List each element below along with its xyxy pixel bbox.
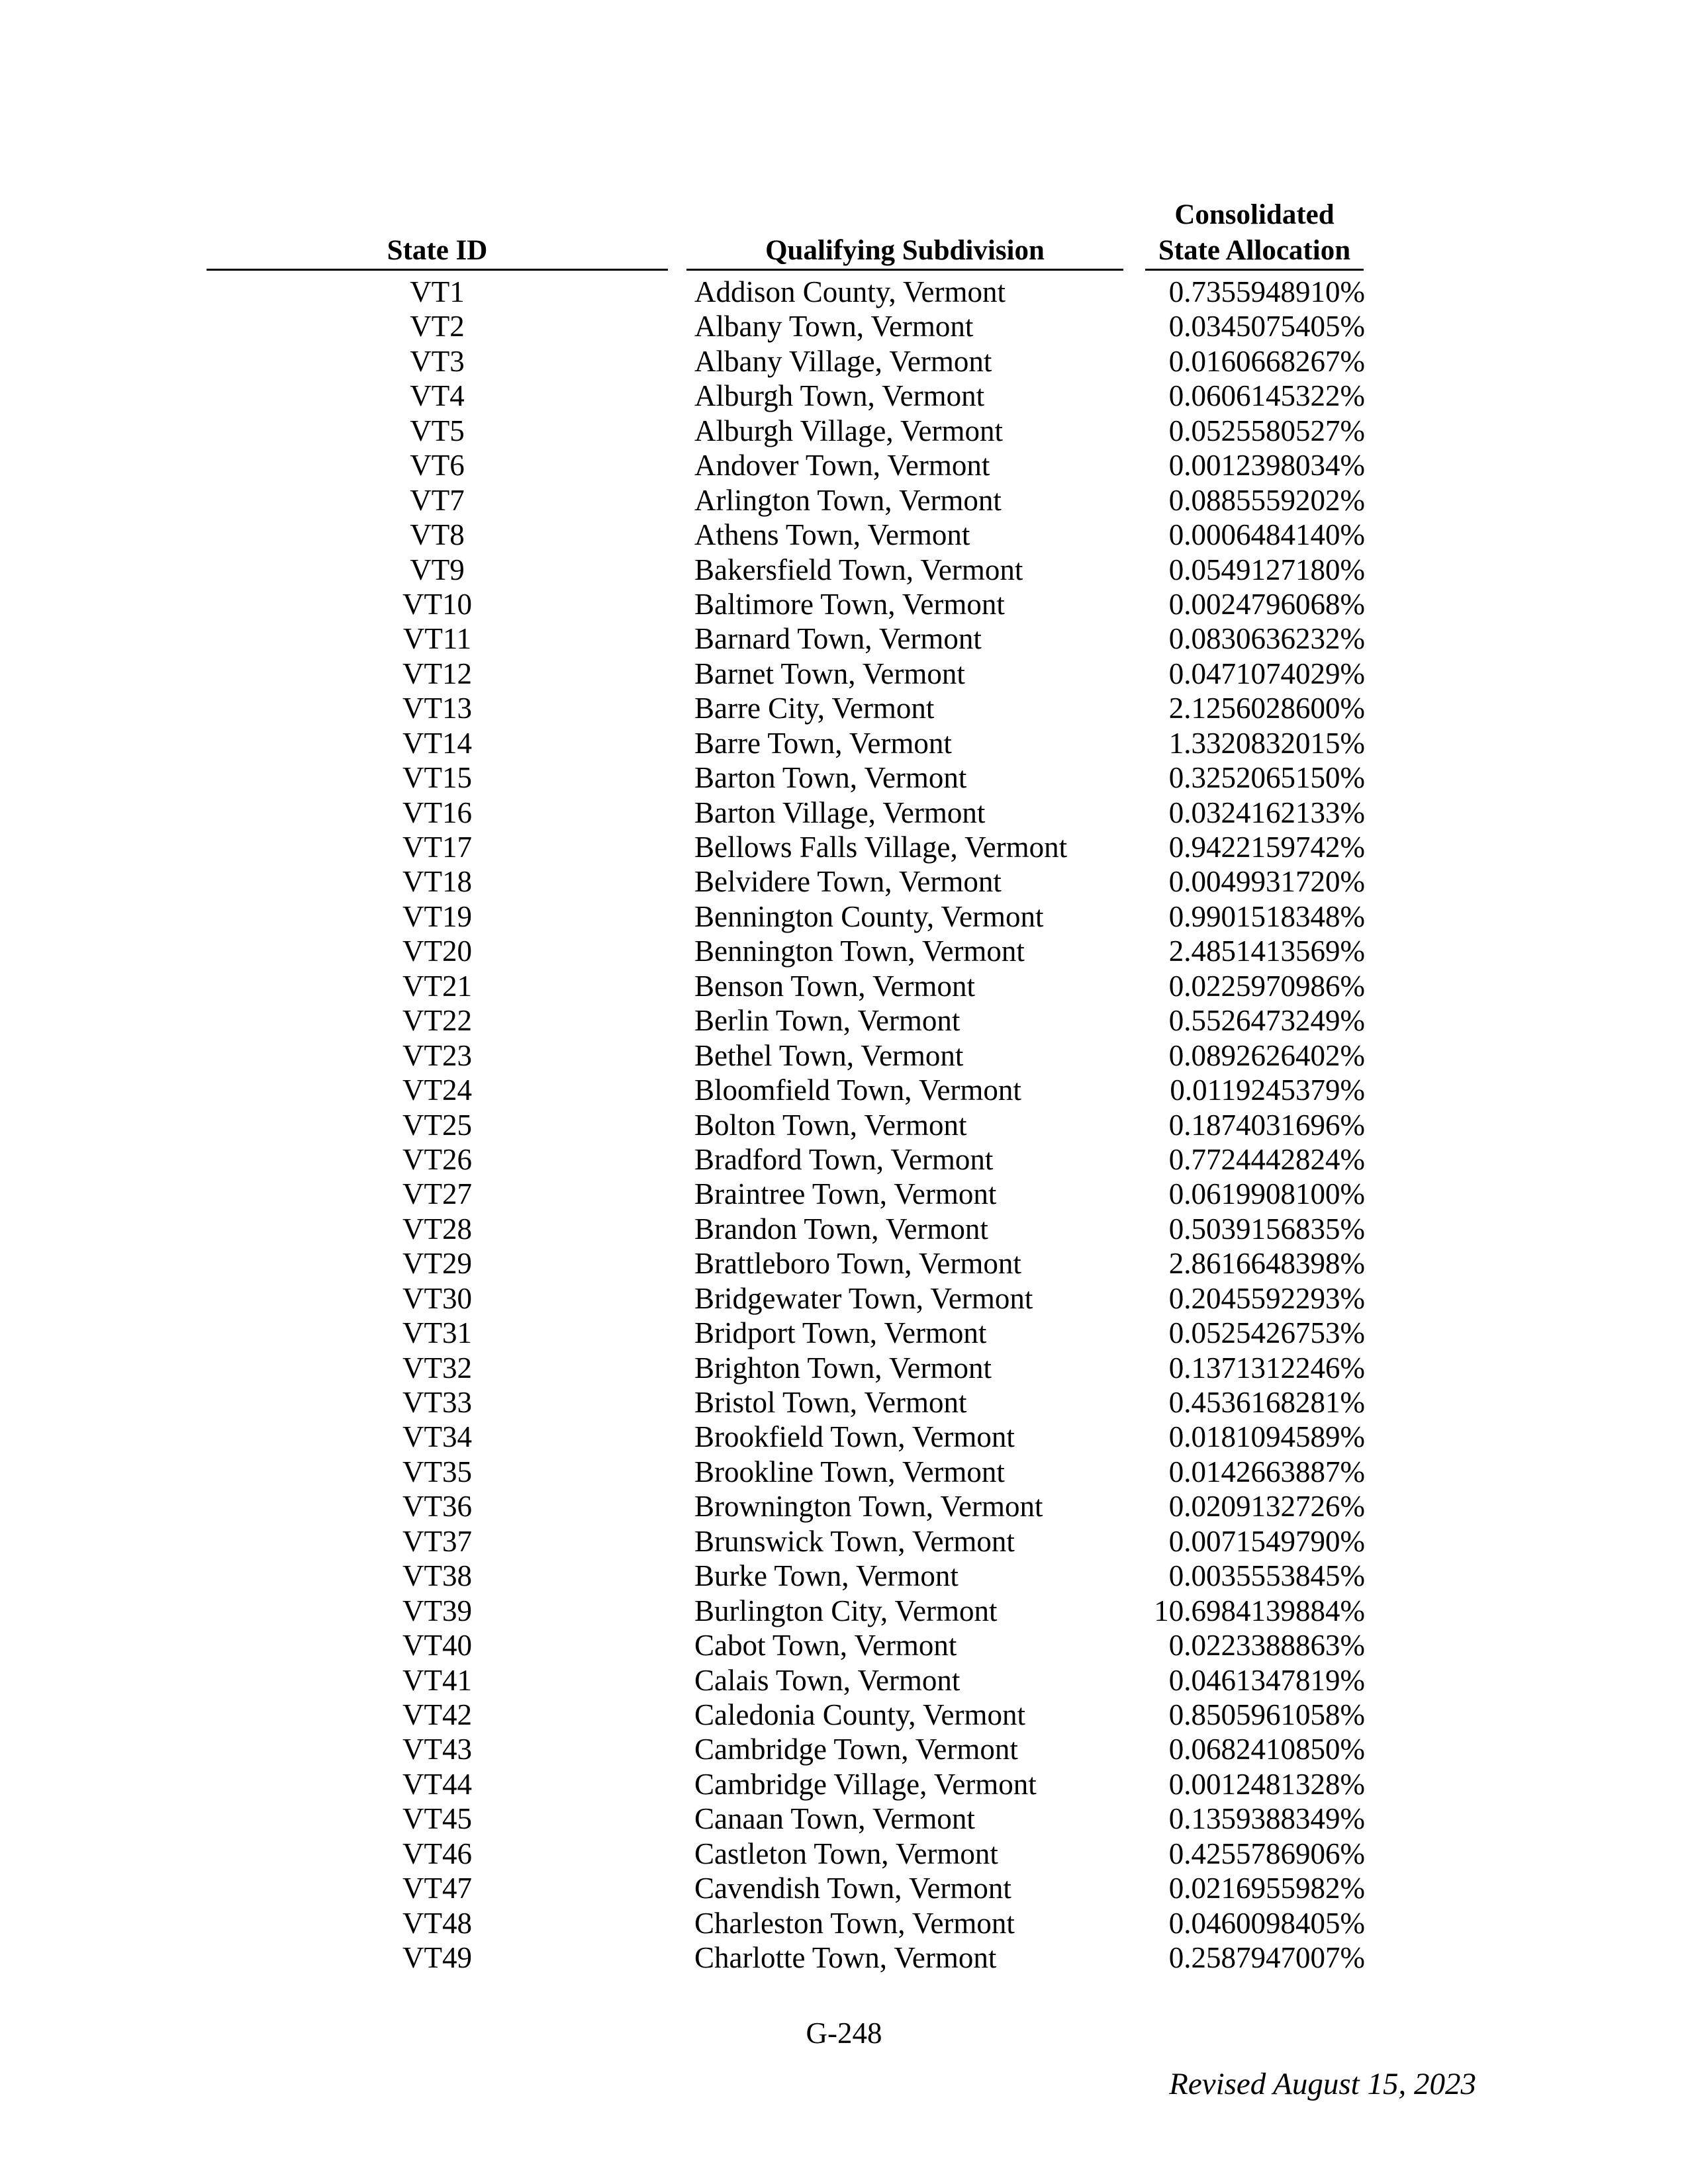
subdivision-cell: Canaan Town, Vermont <box>694 1802 975 1836</box>
allocation-cell: 0.4536168281% <box>1168 1386 1365 1419</box>
state-id-cell: VT45 <box>402 1802 472 1836</box>
allocation-cell: 0.3252065150% <box>1168 761 1365 795</box>
subdivision-cell: Barton Town, Vermont <box>694 761 967 795</box>
table-row <box>0 726 1688 760</box>
allocation-cell: 0.0012398034% <box>1168 449 1365 482</box>
table-row <box>0 864 1688 899</box>
subdivision-cell: Barre City, Vermont <box>694 692 935 725</box>
allocation-cell: 10.6984139884% <box>1154 1594 1365 1627</box>
table-row <box>0 1940 1688 1975</box>
table-row <box>0 830 1688 864</box>
allocation-cell: 0.0160668267% <box>1168 344 1365 378</box>
subdivision-cell: Barton Village, Vermont <box>694 796 986 829</box>
table-row <box>0 1177 1688 1211</box>
table-row <box>0 1837 1688 1871</box>
state-allocation-header <box>1145 197 1364 269</box>
table-row <box>0 275 1688 309</box>
state-id-cell: VT41 <box>402 1663 472 1697</box>
subdivision-cell: Brunswick Town, Vermont <box>694 1524 1015 1558</box>
state-id-cell: VT14 <box>402 726 472 760</box>
state-id-cell: VT31 <box>402 1316 472 1350</box>
allocation-cell: 0.0682410850% <box>1168 1733 1365 1766</box>
revised-date: Revised August 15, 2023 <box>1169 2067 1476 2101</box>
allocation-cell: 2.1256028600% <box>1168 692 1365 725</box>
allocation-table-body <box>0 275 1688 1975</box>
table-row <box>0 448 1688 482</box>
state-id-cell: VT8 <box>410 518 465 552</box>
subdivision-cell: Braintree Town, Vermont <box>694 1177 997 1211</box>
subdivision-cell: Bennington Town, Vermont <box>694 934 1025 968</box>
allocation-cell: 0.0549127180% <box>1168 553 1365 586</box>
subdivision-cell: Athens Town, Vermont <box>694 518 970 552</box>
state-id-cell: VT10 <box>402 587 472 621</box>
table-row <box>0 1420 1688 1454</box>
subdivision-cell: Bristol Town, Vermont <box>694 1386 967 1419</box>
subdivision-cell: Belvidere Town, Vermont <box>694 865 1002 899</box>
state-id-cell: VT2 <box>410 310 465 343</box>
subdivision-cell: Bolton Town, Vermont <box>694 1108 967 1142</box>
allocation-cell: 0.4255786906% <box>1168 1837 1365 1870</box>
table-row <box>0 657 1688 691</box>
qualifying-subdivision-header: Qualifying Subdivision <box>765 235 1045 266</box>
table-row <box>0 1073 1688 1107</box>
state-id-cell: VT5 <box>410 414 465 447</box>
table-row <box>0 1524 1688 1559</box>
allocation-cell: 0.1371312246% <box>1168 1351 1365 1385</box>
allocation-cell: 0.7724442824% <box>1168 1142 1365 1176</box>
state-id-cell: VT35 <box>402 1455 472 1488</box>
allocation-cell: 0.0012481328% <box>1168 1767 1365 1801</box>
allocation-cell: 0.0830636232% <box>1168 622 1365 656</box>
table-row <box>0 344 1688 379</box>
allocation-cell: 0.0525426753% <box>1168 1316 1365 1350</box>
state-id-cell: VT23 <box>402 1038 472 1072</box>
subdivision-cell: Brandon Town, Vermont <box>694 1212 988 1246</box>
subdivision-cell: Cambridge Town, Vermont <box>694 1733 1018 1766</box>
subdivision-cell: Cambridge Village, Vermont <box>694 1767 1037 1801</box>
subdivision-cell: Albany Town, Vermont <box>694 310 974 343</box>
subdivision-cell: Addison County, Vermont <box>694 275 1006 308</box>
subdivision-cell: Charleston Town, Vermont <box>694 1906 1015 1940</box>
state-id-cell: VT32 <box>402 1351 472 1385</box>
allocation-cell: 0.0885559202% <box>1168 483 1365 517</box>
state-id-cell: VT24 <box>402 1073 472 1107</box>
subdivision-cell: Barre Town, Vermont <box>694 726 952 760</box>
table-row <box>0 414 1688 448</box>
table-row <box>0 1871 1688 1905</box>
subdivision-header-rule <box>686 269 1123 271</box>
state-id-cell: VT42 <box>402 1698 472 1731</box>
state-id-cell: VT27 <box>402 1177 472 1211</box>
subdivision-cell: Brattleboro Town, Vermont <box>694 1247 1021 1281</box>
state-id-cell: VT19 <box>402 899 472 933</box>
state-id-cell: VT15 <box>402 761 472 795</box>
table-row <box>0 760 1688 795</box>
table-row <box>0 934 1688 968</box>
subdivision-cell: Charlotte Town, Vermont <box>694 1941 997 1974</box>
state-id-cell: VT36 <box>402 1490 472 1524</box>
state-id-cell: VT38 <box>402 1559 472 1593</box>
subdivision-cell: Brownington Town, Vermont <box>694 1490 1043 1524</box>
allocation-cell: 1.3320832015% <box>1168 726 1365 760</box>
state-id-cell: VT9 <box>410 553 465 586</box>
state-id-cell: VT20 <box>402 934 472 968</box>
table-row <box>0 1385 1688 1420</box>
state-id-cell: VT28 <box>402 1212 472 1246</box>
state-id-cell: VT18 <box>402 865 472 899</box>
table-row <box>0 1142 1688 1177</box>
state-allocation-header-line1: Consolidated <box>1174 199 1335 230</box>
allocation-cell: 0.0892626402% <box>1168 1038 1365 1072</box>
allocation-cell: 0.0525580527% <box>1168 414 1365 447</box>
table-row <box>0 587 1688 621</box>
state-id-header: State ID <box>387 235 488 266</box>
subdivision-cell: Calais Town, Vermont <box>694 1663 961 1697</box>
allocation-cell: 0.0461347819% <box>1168 1663 1365 1697</box>
state-id-cell: VT12 <box>402 657 472 690</box>
state-id-cell: VT33 <box>402 1386 472 1419</box>
allocation-cell: 0.0071549790% <box>1168 1524 1365 1558</box>
state-id-cell: VT26 <box>402 1142 472 1176</box>
allocation-cell: 0.0181094589% <box>1168 1420 1365 1454</box>
state-id-cell: VT17 <box>402 831 472 864</box>
table-row <box>0 1906 1688 1940</box>
state-id-cell: VT11 <box>402 622 472 656</box>
table-row <box>0 1246 1688 1281</box>
subdivision-cell: Cabot Town, Vermont <box>694 1629 957 1662</box>
state-id-cell: VT48 <box>402 1906 472 1940</box>
subdivision-cell: Brighton Town, Vermont <box>694 1351 992 1385</box>
subdivision-cell: Castleton Town, Vermont <box>694 1837 998 1870</box>
page-number: G-248 <box>806 2017 882 2050</box>
table-row <box>0 379 1688 413</box>
allocation-cell: 0.5526473249% <box>1168 1004 1365 1038</box>
subdivision-cell: Arlington Town, Vermont <box>694 483 1002 517</box>
allocation-cell: 0.2045592293% <box>1168 1281 1365 1315</box>
subdivision-cell: Bakersfield Town, Vermont <box>694 553 1023 586</box>
subdivision-cell: Burke Town, Vermont <box>694 1559 959 1593</box>
allocation-cell: 0.9422159742% <box>1168 831 1365 864</box>
subdivision-cell: Alburgh Town, Vermont <box>694 379 985 413</box>
subdivision-cell: Bradford Town, Vermont <box>694 1142 994 1176</box>
table-row <box>0 1455 1688 1489</box>
allocation-cell: 0.0216955982% <box>1168 1872 1365 1905</box>
subdivision-cell: Brookline Town, Vermont <box>694 1455 1005 1488</box>
table-row <box>0 1628 1688 1662</box>
table-row <box>0 309 1688 343</box>
subdivision-cell: Alburgh Village, Vermont <box>694 414 1004 447</box>
allocation-cell: 0.0049931720% <box>1168 865 1365 899</box>
state-id-cell: VT13 <box>402 692 472 725</box>
state-id-cell: VT49 <box>402 1941 472 1974</box>
table-row <box>0 1351 1688 1385</box>
state-id-cell: VT43 <box>402 1733 472 1766</box>
allocation-cell: 0.0471074029% <box>1168 657 1365 690</box>
subdivision-cell: Barnet Town, Vermont <box>694 657 965 690</box>
allocation-cell: 2.8616648398% <box>1168 1247 1365 1281</box>
allocation-cell: 0.0024796068% <box>1168 587 1365 621</box>
allocation-cell: 0.8505961058% <box>1168 1698 1365 1731</box>
allocation-cell: 0.0223388863% <box>1168 1629 1365 1662</box>
table-row <box>0 691 1688 725</box>
table-row <box>0 1003 1688 1038</box>
state-id-header-rule <box>207 269 668 271</box>
table-row <box>0 1038 1688 1073</box>
allocation-cell: 0.0006484140% <box>1168 518 1365 552</box>
allocation-cell: 0.0225970986% <box>1168 969 1365 1003</box>
allocation-cell: 0.2587947007% <box>1168 1941 1365 1974</box>
subdivision-cell: Bridgewater Town, Vermont <box>694 1281 1033 1315</box>
state-id-cell: VT39 <box>402 1594 472 1627</box>
table-row <box>0 969 1688 1003</box>
state-id-cell: VT25 <box>402 1108 472 1142</box>
subdivision-cell: Andover Town, Vermont <box>694 449 990 482</box>
subdivision-cell: Caledonia County, Vermont <box>694 1698 1025 1731</box>
table-row <box>0 1281 1688 1316</box>
table-row <box>0 1801 1688 1836</box>
subdivision-cell: Bridport Town, Vermont <box>694 1316 987 1350</box>
subdivision-cell: Baltimore Town, Vermont <box>694 587 1005 621</box>
allocation-cell: 0.7355948910% <box>1168 275 1365 308</box>
allocation-cell: 0.0119245379% <box>1170 1073 1365 1107</box>
state-id-cell: VT21 <box>402 969 472 1003</box>
allocation-cell: 0.0619908100% <box>1168 1177 1365 1211</box>
state-id-cell: VT37 <box>402 1524 472 1558</box>
allocation-cell: 0.1359388349% <box>1168 1802 1365 1836</box>
subdivision-cell: Brookfield Town, Vermont <box>694 1420 1015 1454</box>
table-row <box>0 1767 1688 1801</box>
state-id-cell: VT40 <box>402 1629 472 1662</box>
table-row <box>0 1212 1688 1246</box>
allocation-cell: 0.5039156835% <box>1168 1212 1365 1246</box>
allocation-cell: 0.0142663887% <box>1168 1455 1365 1488</box>
state-id-cell: VT22 <box>402 1004 472 1038</box>
state-id-cell: VT30 <box>402 1281 472 1315</box>
state-id-cell: VT29 <box>402 1247 472 1281</box>
state-id-cell: VT34 <box>402 1420 472 1454</box>
table-row <box>0 483 1688 518</box>
allocation-cell: 0.0345075405% <box>1168 310 1365 343</box>
state-id-cell: VT44 <box>402 1767 472 1801</box>
subdivision-cell: Albany Village, Vermont <box>694 344 992 378</box>
table-row <box>0 1663 1688 1698</box>
allocation-cell: 0.0606145322% <box>1168 379 1365 413</box>
allocation-cell: 0.0460098405% <box>1168 1906 1365 1940</box>
allocation-cell: 2.4851413569% <box>1168 934 1365 968</box>
table-row <box>0 899 1688 934</box>
subdivision-cell: Burlington City, Vermont <box>694 1594 998 1627</box>
subdivision-cell: Bloomfield Town, Vermont <box>694 1073 1021 1107</box>
subdivision-cell: Berlin Town, Vermont <box>694 1004 961 1038</box>
state-id-cell: VT3 <box>410 344 465 378</box>
allocation-cell: 0.1874031696% <box>1168 1108 1365 1142</box>
table-row <box>0 1698 1688 1732</box>
state-id-cell: VT16 <box>402 796 472 829</box>
subdivision-cell: Cavendish Town, Vermont <box>694 1872 1011 1905</box>
state-id-cell: VT6 <box>410 449 465 482</box>
subdivision-cell: Barnard Town, Vermont <box>694 622 982 656</box>
table-row <box>0 1559 1688 1593</box>
table-row <box>0 1489 1688 1524</box>
subdivision-cell: Bellows Falls Village, Vermont <box>694 831 1068 864</box>
allocation-cell: 0.0209132726% <box>1168 1490 1365 1524</box>
state-id-cell: VT1 <box>410 275 465 308</box>
allocation-cell: 0.0324162133% <box>1168 796 1365 829</box>
table-row <box>0 796 1688 830</box>
state-id-cell: VT46 <box>402 1837 472 1870</box>
table-row <box>0 621 1688 656</box>
table-row <box>0 1316 1688 1350</box>
state-id-cell: VT4 <box>410 379 465 413</box>
table-row <box>0 553 1688 587</box>
subdivision-cell: Benson Town, Vermont <box>694 969 975 1003</box>
table-row <box>0 1732 1688 1766</box>
table-row <box>0 518 1688 552</box>
allocation-cell: 0.9901518348% <box>1168 899 1365 933</box>
state-id-cell: VT7 <box>410 483 465 517</box>
subdivision-cell: Bethel Town, Vermont <box>694 1038 964 1072</box>
allocation-cell: 0.0035553845% <box>1168 1559 1365 1593</box>
table-row <box>0 1108 1688 1142</box>
subdivision-cell: Bennington County, Vermont <box>694 899 1044 933</box>
state-allocation-header-line2: State Allocation <box>1158 235 1351 266</box>
state-id-cell: VT47 <box>402 1872 472 1905</box>
table-row <box>0 1594 1688 1628</box>
allocation-header-rule <box>1145 269 1364 271</box>
